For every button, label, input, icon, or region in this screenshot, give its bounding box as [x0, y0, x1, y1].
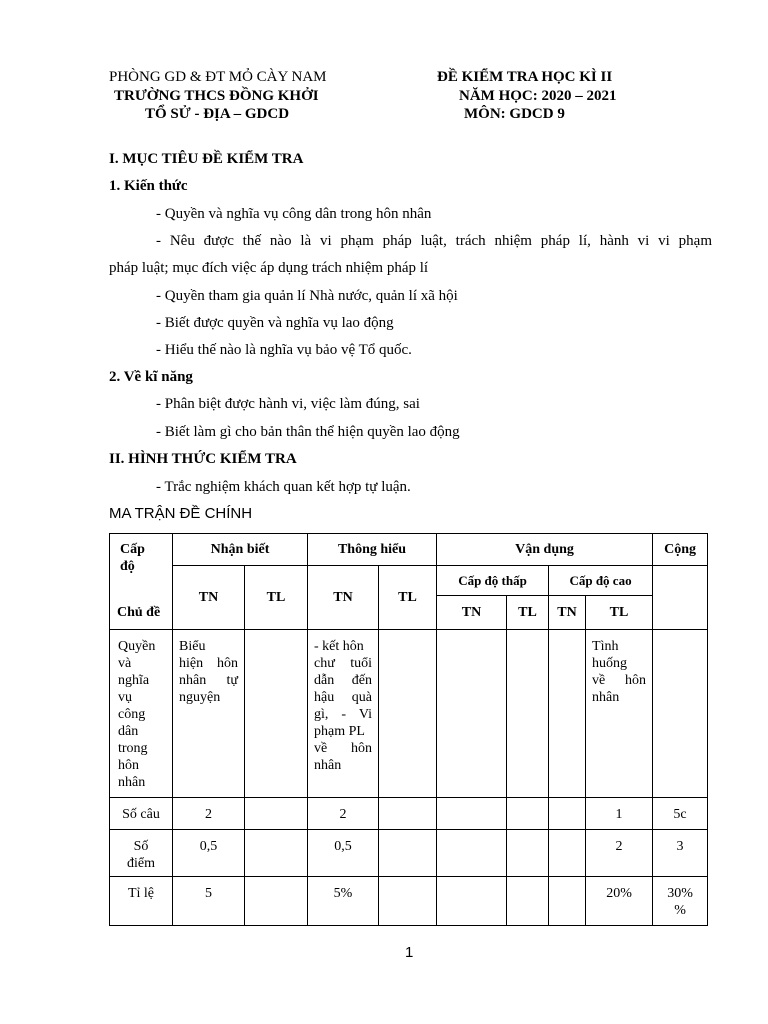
content-line: nhân tự: [179, 673, 238, 688]
th-tn-value: 2: [308, 798, 379, 830]
cap-do-thap-header: Cấp độ thấp: [437, 566, 549, 596]
nb-tn-value: 0,5: [173, 830, 245, 877]
cao-tn-content: [549, 630, 586, 798]
cao-tl-value: 2: [586, 830, 653, 877]
knowledge-item: - Quyền và nghĩa vụ công dân trong hôn nhân: [156, 206, 432, 222]
content-line: về hôn: [592, 673, 647, 688]
content-line: nguyện: [179, 690, 221, 705]
content-line: - kết hôn: [314, 639, 364, 654]
matrix-title: MA TRẬN ĐỀ CHÍNH: [109, 505, 253, 522]
department-name: PHÒNG GD & ĐT MỎ CÀY NAM: [109, 69, 327, 85]
cao-tl-content: [586, 630, 653, 798]
knowledge-item: - Quyền tham gia quản lí Nhà nước, quản lí xã hội: [156, 288, 458, 304]
content-line: chư tuổi: [314, 656, 373, 671]
content-line: Tình: [592, 639, 619, 654]
so-diem-row: [110, 830, 708, 877]
nb-tn-value: 5: [173, 877, 245, 926]
topic-row: [110, 630, 708, 798]
cong-content: [653, 630, 708, 798]
ti-le-row: [110, 877, 708, 926]
knowledge-item: - Hiểu thế nào là nghĩa vụ bảo vệ Tổ quốc.: [156, 342, 412, 358]
topic-line: và: [118, 656, 132, 671]
knowledge-item: - Biết được quyền và nghĩa vụ lao động: [156, 315, 394, 331]
content-line: về hôn: [314, 741, 373, 756]
content-line: nhân: [592, 690, 620, 705]
cong-value: 3: [653, 830, 708, 877]
cao-tl-value: 1: [586, 798, 653, 830]
cap-do-cao-header: Cấp độ cao: [549, 566, 653, 596]
cong-header: Cộng: [653, 534, 708, 566]
thong-hieu-header: Thông hiểu: [308, 534, 437, 566]
thap-tn-content: [437, 630, 507, 798]
nhan-biet-header: Nhận biết: [173, 534, 308, 566]
cong-value: 30% %: [653, 877, 708, 926]
school-name: TRƯỜNG THCS ĐỒNG KHỞI: [114, 88, 319, 104]
so-cau-row: [110, 798, 708, 830]
corner-header-cell: [110, 534, 173, 630]
th-tl-header: TL: [379, 566, 437, 630]
topic-line: dân: [118, 724, 139, 739]
topic-line: hôn: [118, 758, 139, 773]
thap-tl-header: TL: [507, 596, 549, 630]
topic-line: nghĩa: [118, 673, 150, 688]
group-name: TỔ SỬ - ĐỊA – GDCD: [145, 106, 290, 122]
topic-line: vụ: [118, 690, 132, 705]
page-number: 1: [405, 944, 414, 961]
nb-tn-header: TN: [173, 566, 245, 630]
th-tn-content: [308, 630, 379, 798]
exam-title: ĐỀ KIỂM TRA HỌC KÌ II: [437, 69, 613, 85]
th-tn-value: 0,5: [308, 830, 379, 877]
content-line: gì, - Vi: [314, 707, 373, 722]
th-tn-header: TN: [308, 566, 379, 630]
th-tl-content: [379, 630, 437, 798]
content-line: nhân: [314, 758, 342, 773]
format-item: - Trắc nghiệm khách quan kết hợp tự luận.: [156, 479, 411, 495]
exam-matrix-table: [109, 533, 708, 926]
content-line: Biểu: [179, 639, 206, 654]
nb-tl-content: [245, 630, 308, 798]
school-year: NĂM HỌC: 2020 – 2021: [459, 88, 617, 104]
knowledge-item: - Nêu được thế nào là vi phạm pháp luật, trách nhiệm pháp lí, hành vi vi phạm: [156, 233, 712, 249]
content-line: huống: [592, 656, 628, 671]
row-label: Số câu: [110, 798, 173, 830]
content-line: hiện hôn: [179, 656, 238, 671]
topic-line: trong: [118, 741, 148, 756]
knowledge-item-continued: pháp luật; mục đích việc áp dụng trách nhiệm pháp lí: [109, 260, 429, 276]
cong-value: 5c: [653, 798, 708, 830]
content-line: hậu quà: [314, 690, 373, 705]
row-label: Tỉ lệ: [110, 877, 173, 926]
section-objectives-title: I. MỤC TIÊU ĐỀ KIỂM TRA: [109, 151, 304, 167]
nb-tl-header: TL: [245, 566, 308, 630]
topic-line: nhân: [118, 775, 146, 790]
content-line: phạm PL: [314, 724, 365, 739]
row-label: Số điểm: [110, 830, 173, 877]
thap-tn-header: TN: [437, 596, 507, 630]
skills-title: 2. Về kĩ năng: [109, 369, 193, 385]
skill-item: - Biết làm gì cho bản thân thể hiện quyền lao động: [156, 424, 460, 440]
cong-empty-cell: [653, 566, 708, 630]
skill-item: - Phân biệt được hành vi, việc làm đúng, sai: [156, 396, 420, 412]
cao-tl-value: 20%: [586, 877, 653, 926]
knowledge-title: 1. Kiến thức: [109, 178, 188, 194]
van-dung-header: Vận dụng: [437, 534, 653, 566]
topic-cell: [110, 630, 173, 798]
topic-label: Chủ đề: [117, 605, 161, 620]
level-label: Cấp độ: [120, 542, 145, 574]
subject: MÔN: GDCD 9: [464, 106, 565, 122]
topic-line: công: [118, 707, 146, 722]
cao-tn-header: TN: [549, 596, 586, 630]
section-format-title: II. HÌNH THỨC KIỂM TRA: [109, 451, 297, 467]
nb-tn-content: [173, 630, 245, 798]
th-tn-value: 5%: [308, 877, 379, 926]
nb-tn-value: 2: [173, 798, 245, 830]
thap-tl-content: [507, 630, 549, 798]
cao-tl-header: TL: [586, 596, 653, 630]
header-row-1: [110, 534, 708, 566]
content-line: dẫn đến: [314, 673, 373, 688]
topic-line: Quyền: [118, 639, 156, 654]
header-row-2: [110, 566, 708, 596]
